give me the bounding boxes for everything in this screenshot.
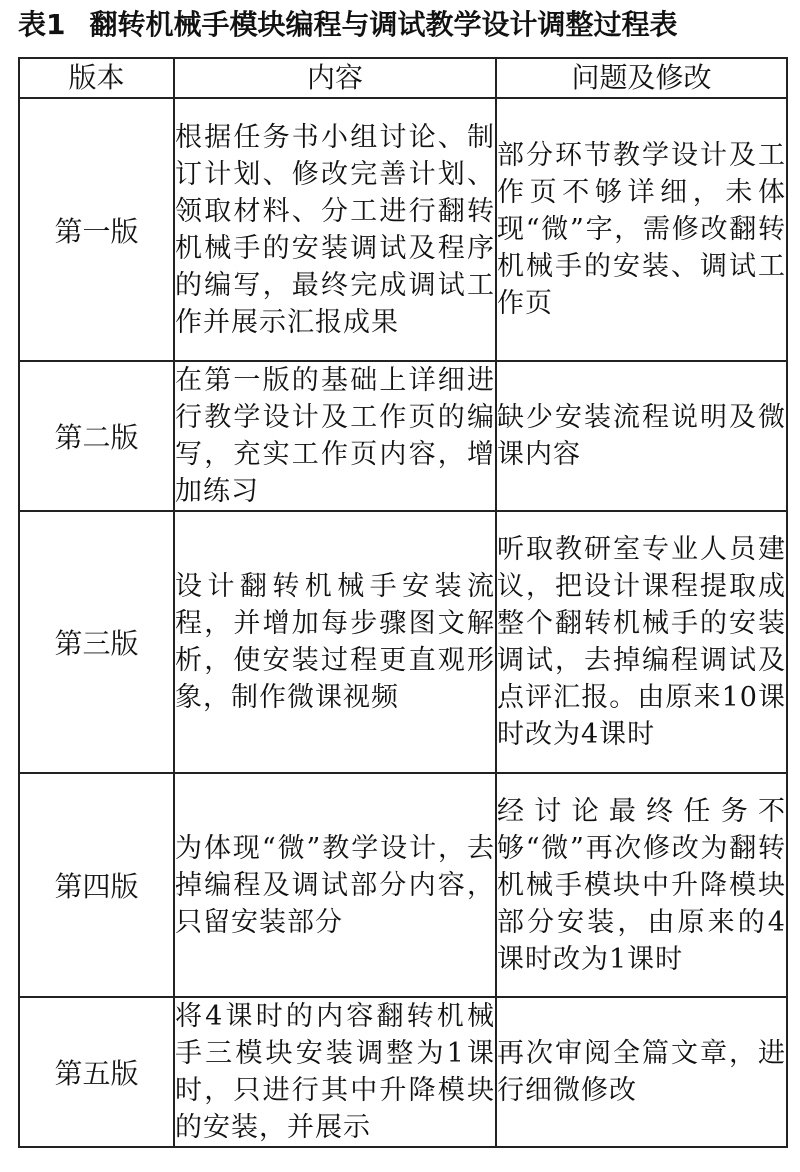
content-cell [174,98,496,361]
adjustment-table [18,57,788,1148]
table-row [19,997,787,1147]
content-text: 为体现“微”教学设计，去掉编程及调试部分内容，只留安装部分 [175,832,495,938]
content-text: 在第一版的基础上详细进行教学设计及工作页的编写，充实工作页内容，增加练习 [175,365,495,507]
header-content: 内容 [174,58,496,98]
issue-text: 再次审阅全篇文章，进行细微修改 [497,1038,786,1106]
table-row [19,98,787,361]
version-cell: 第四版 [19,773,174,997]
version-cell: 第三版 [19,511,174,773]
table-row [19,511,787,773]
issue-cell [496,98,787,361]
table-header-row [19,58,787,98]
version-cell: 第一版 [19,98,174,361]
content-text: 设计翻转机械手安装流程，并增加每步骤图文解析，使安装过程更直观形象，制作微课视频 [175,571,495,713]
version-cell: 第五版 [19,997,174,1147]
table-caption [18,3,678,47]
table-row [19,361,787,511]
content-text: 根据任务书小组讨论、制订计划、修改完善计划、领取材料、分工进行翻转机械手的安装调试及程序的编写，最终完成调试工作并展示汇报成果 [175,121,495,338]
header-issue: 问题及修改 [496,58,787,98]
issue-cell [496,511,787,773]
table-number: 表1 [18,8,66,41]
content-cell [174,773,496,997]
content-cell [174,361,496,511]
issue-cell [496,361,787,511]
version-cell: 第二版 [19,361,174,511]
content-cell [174,511,496,773]
issue-text: 听取教研室专业人员建议，把设计课程提取成整个翻转机械手的安装调试，去掉编程调试及点评汇报。由原来10课时改为4课时 [497,534,786,750]
issue-text: 部分环节教学设计及工作页不够详细，未体现“微”字，需修改翻转机械手的安装、调试工作页 [497,140,786,319]
table-row [19,773,787,997]
issue-text: 缺少安装流程说明及微课内容 [497,402,786,470]
issue-cell [496,773,787,997]
table-title: 翻转机械手模块编程与调试教学设计调整过程表 [89,8,678,41]
issue-cell [496,997,787,1147]
content-text: 将4课时的内容翻转机械手三模块安装调整为1课时，只进行其中升降模块的安装，并展示 [175,1001,495,1143]
content-cell [174,997,496,1147]
issue-text: 经讨论最终任务不够“微”再次修改为翻转机械手模块中升降模块部分安装，由原来的4课时改为1课时 [497,795,786,975]
header-version: 版本 [19,58,174,98]
